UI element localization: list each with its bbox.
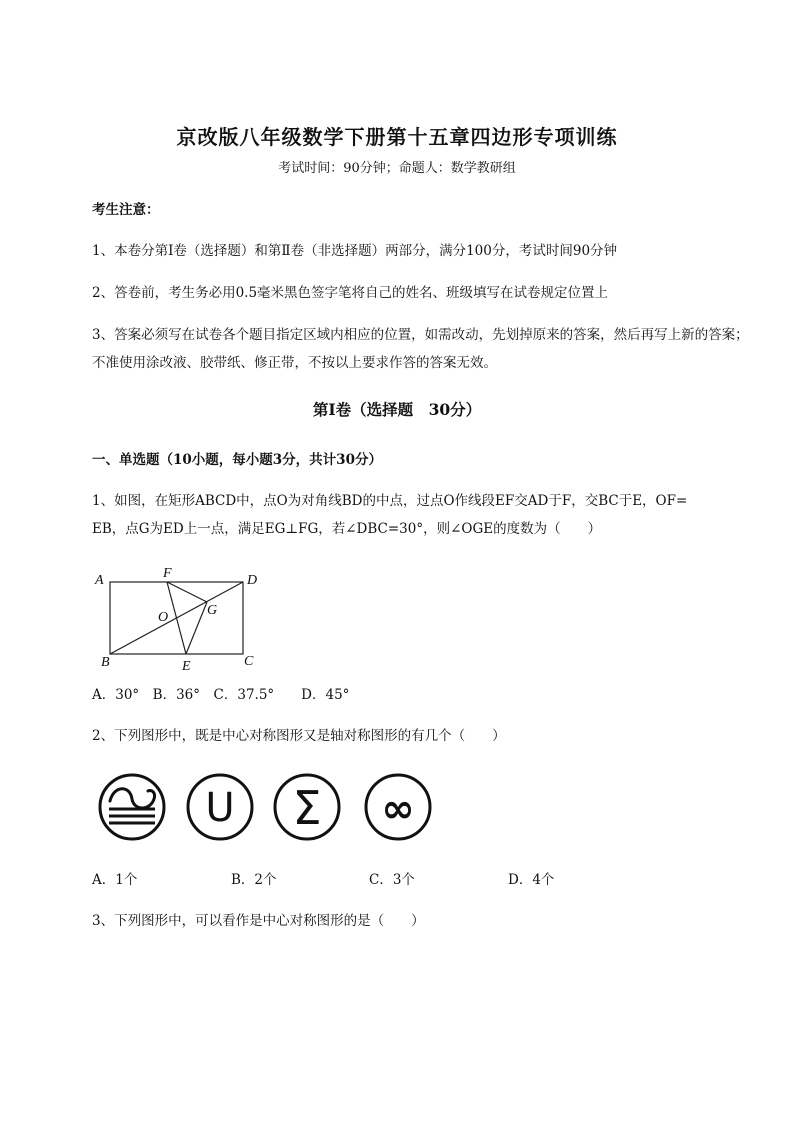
section-title: 第I卷（选择题 30分） — [312, 400, 482, 419]
question-2-option-c: C．3个 — [369, 872, 415, 888]
question-1-line-2: EB，点G为ED上一点，满足EG⊥FG，若∠DBC=30°，则∠OGE的度数为（ ） — [92, 521, 602, 537]
segment-eg — [186, 602, 207, 654]
notice-item-2: 2、答卷前，考生务必用0.5毫米黑色签字笔将自己的姓名、班级填写在试卷规定位置上 — [92, 285, 609, 301]
part-heading: 一、单选题（10小题，每小题3分，共计30分） — [92, 452, 382, 468]
question-2-option-b: B．2个 — [231, 872, 277, 888]
question-1-line-1: 1、如图，在矩形ABCD中，点O为对角线BD的中点，过点O作线段EF交AD于F，交BC于E，OF= — [92, 493, 688, 509]
symbol-infinity-figure — [362, 771, 434, 843]
rectangle-figure — [90, 562, 270, 674]
question-3-stem: 3、下列图形中，可以看作是中心对称图形的是（ ） — [92, 913, 425, 929]
exam-info: 考试时间：90分钟；命题人：数学教研组 — [278, 161, 516, 176]
symbol-u-figure — [184, 771, 256, 843]
notice-item-3: 3、答案必须写在试卷各个题目指定区域内相应的位置，如需改动，先划掉原来的答案，然后再写上新的答案；不准使用涂改液、胶带纸、修正带，不按以上要求作答的答案无效。 — [92, 327, 749, 371]
u-letter-icon: U — [205, 785, 235, 831]
sigma-icon: Σ — [292, 781, 322, 835]
question-2-stem: 2、下列图形中，既是中心对称图形又是轴对称图形的有几个（ ） — [92, 728, 506, 744]
question-2-option-d: D．4个 — [508, 872, 555, 888]
symbol-sigma-figure — [271, 771, 343, 843]
label-b: B — [101, 655, 110, 670]
infinity-icon: ∞ — [381, 786, 415, 832]
symbol-wave-figure — [96, 771, 168, 843]
label-c: C — [244, 654, 254, 669]
question-1-options: A．30° B．36° C．37.5° D．45° — [92, 687, 350, 703]
segment-ef — [167, 582, 186, 654]
label-o: O — [158, 610, 169, 625]
segment-fg — [167, 582, 207, 602]
notice-item-1: 1、本卷分第I卷（选择题）和第Ⅱ卷（非选择题）两部分，满分100分，考试时间90分钟 — [92, 243, 618, 259]
question-2-option-a: A．1个 — [92, 872, 138, 888]
label-a: A — [95, 573, 104, 588]
notice-heading: 考生注意： — [92, 202, 160, 218]
page-title: 京改版八年级数学下册第十五章四边形专项训练 — [176, 125, 618, 149]
wave-icon — [110, 789, 155, 808]
label-g: G — [207, 603, 218, 618]
label-d: D — [247, 573, 258, 588]
label-f: F — [163, 566, 172, 581]
label-e: E — [182, 659, 191, 674]
